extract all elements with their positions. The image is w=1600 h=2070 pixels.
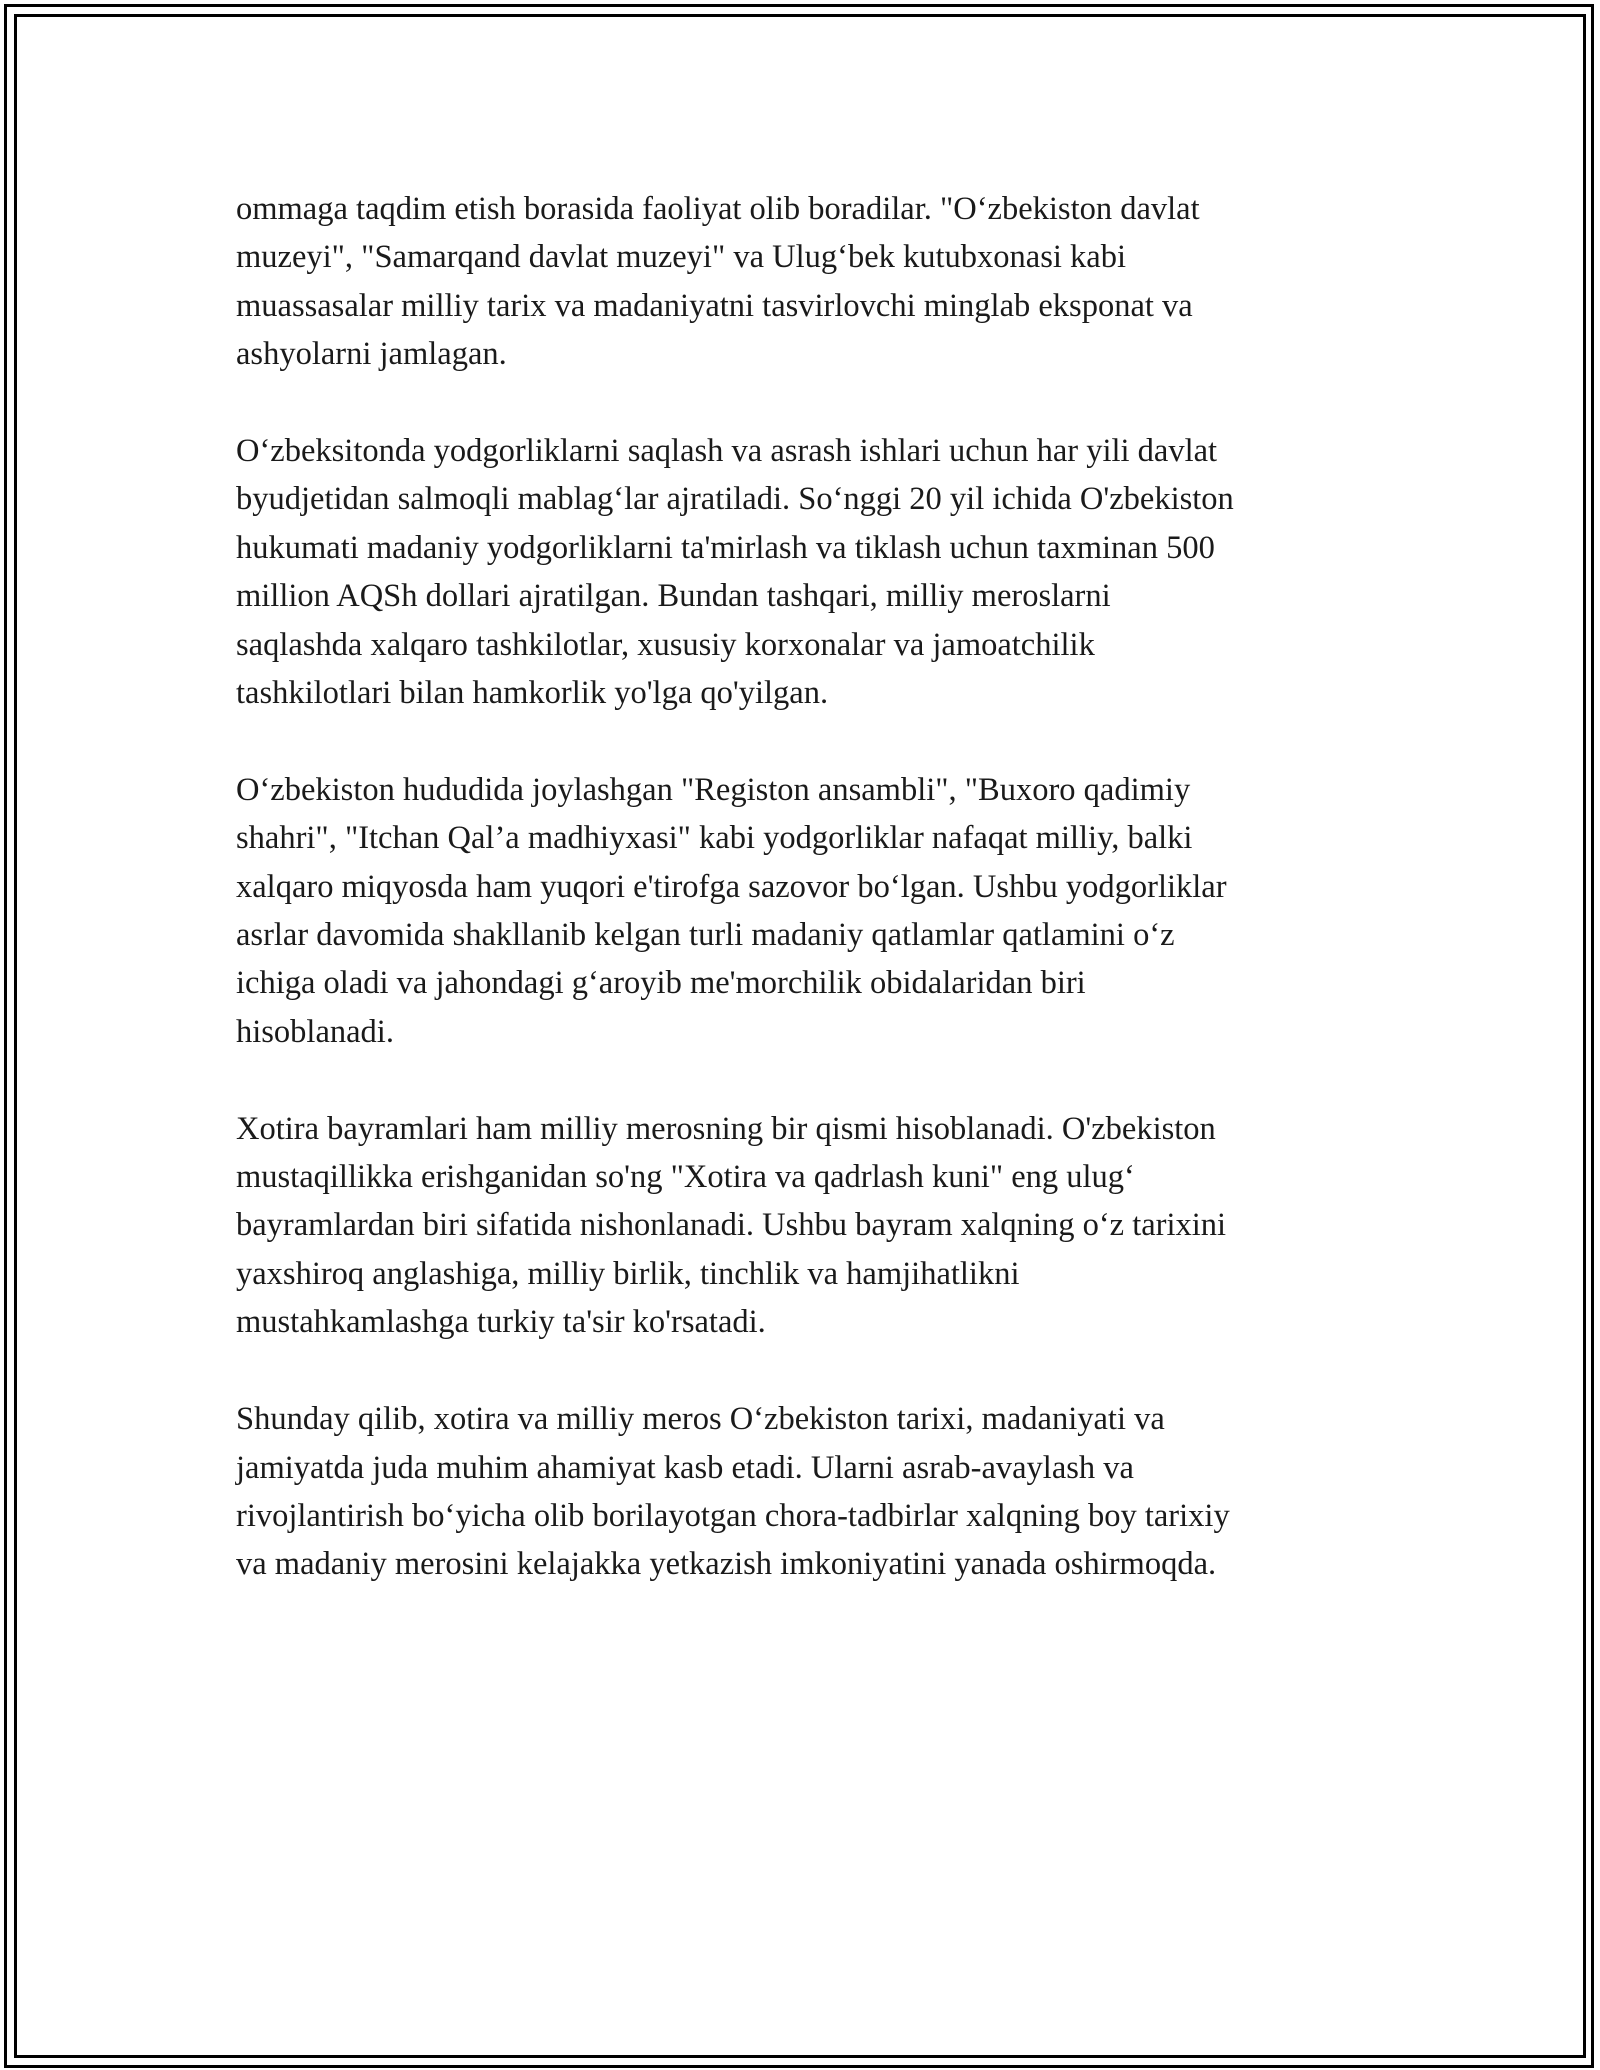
paragraph-conclusion: Shunday qilib, xotira va milliy meros O‘zbekiston tarixi, madaniyati va jamiyatda juda muhim ahamiyat kasb etadi. Ularni asrab-avaylash va rivojlantirish bo‘yicha olib borilayotgan chora-tadbirlar xalqning boy tarixiy va madaniy merosini kelajakka yetkazish imkoniyatini yanada oshirmoqda. — [236, 1401, 1230, 1583]
paragraph-funding: O‘zbeksitonda yodgorliklarni saqlash va asrash ishlari uchun har yili davlat byudjetidan salmoqli mablag‘lar ajratiladi. So‘nggi 20 yil ichida O'zbekiston hukumati madaniy yodgorliklarni ta'mirlash va tiklash uchun taxminan 500 million AQSh dollari ajratilgan. Bundan tashqari, milliy meroslarni saqlashda xalqaro tashkilotlar, xususiy korxonalar va jamoatchilik tashkilotlari bilan hamkorlik yo'lga qo'yilgan. — [236, 433, 1234, 712]
paragraph-remembrance-day: Xotira bayramlari ham milliy merosning bir qismi hisoblanadi. O'zbekiston mustaqillikka erishganidan so'ng "Xotira va qadrlash kuni" eng ulug‘ bayramlardan biri sifatida nishonlanadi. Ushbu bayram xalqning o‘z tarixini yaxshiroq anglashiga, milliy birlik, tinchlik va hamjihatlikni mustahkamlashga turkiy ta'sir ko'rsatadi. — [236, 1110, 1227, 1341]
document-body — [236, 185, 1376, 1637]
paragraph-museums: ommaga taqdim etish borasida faoliyat olib boradilar. "O‘zbekiston davlat muzeyi", "Samarqand davlat muzeyi" va Ulug‘bek kutubxonasi kabi muassasalar milliy tarix va madaniyatni tasvirlovchi minglab eksponat va ashyolarni jamlagan. — [236, 191, 1200, 373]
paragraph-monuments: O‘zbekiston hududida joylashgan "Registon ansambli", "Buxoro qadimiy shahri", "Itchan Qal’a madhiyxasi" kabi yodgorliklar nafaqat milliy, balki xalqaro miqyosda ham yuqori e'tirofga sazovor bo‘lgan. Ushbu yodgorliklar asrlar davomida shakllanib kelgan turli madaniy qatlamlar qatlamini o‘z ichiga oladi va jahondagi g‘aroyib me'morchilik obidalaridan biri hisoblanadi. — [236, 771, 1227, 1050]
